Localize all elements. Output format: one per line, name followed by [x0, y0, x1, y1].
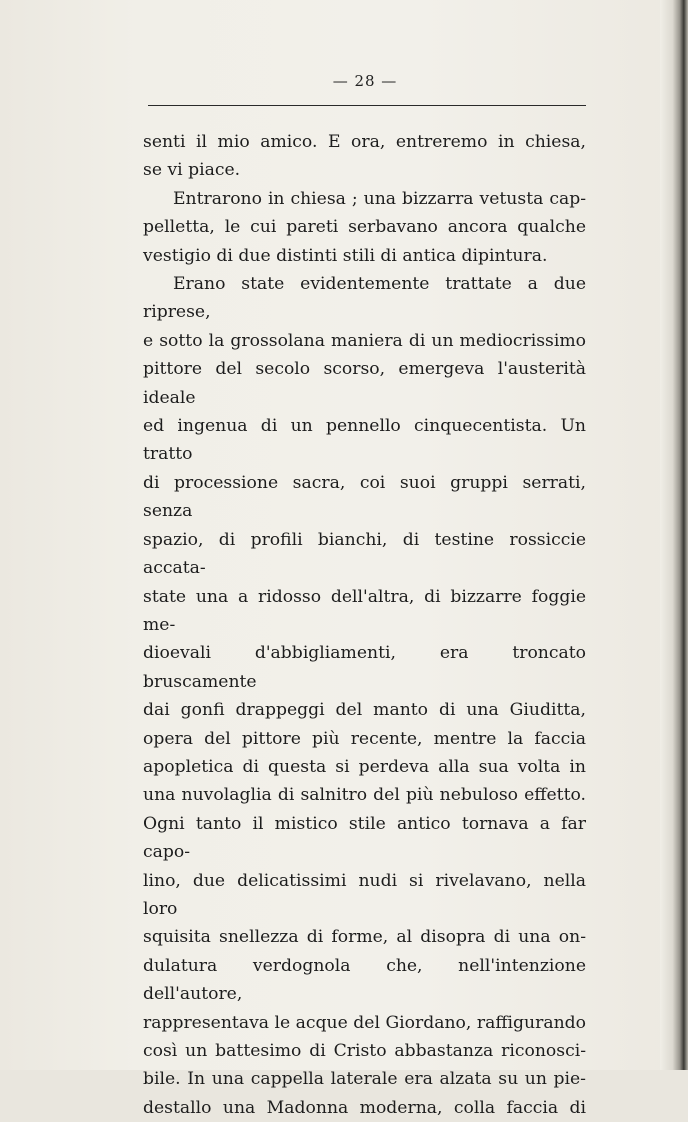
text-line: squisita snellezza di forme, al disopra di una on-	[143, 927, 586, 948]
text-line: ed ingenua di un pennello cinquecentista. Un tratto	[143, 416, 586, 465]
text-line: se vi piace.	[143, 160, 241, 181]
text-line: dioevali d'abbigliamenti, era troncato bruscamente	[143, 643, 586, 692]
text-line: destallo una Madonna moderna, colla faccia di	[143, 1097, 586, 1118]
text-line: state una a ridosso dell'altra, di bizzarre foggie me-	[143, 586, 586, 635]
text-line: così un battesimo di Cristo abbastanza riconosci-	[143, 1041, 586, 1061]
header-rule	[148, 105, 586, 106]
text-line: bile. In una cappella laterale era alzata su un pie-	[143, 1069, 586, 1090]
text-line: opera del pittore più recente, mentre la faccia	[143, 728, 586, 749]
text-line: dulatura verdognola che, nell'intenzione dell'autore,	[143, 955, 586, 1005]
text-line: pelletta, le cui pareti serbavano ancora qualche	[143, 217, 586, 238]
text-line: e sotto la grossolana maniera di un mediocrissimo	[143, 330, 586, 351]
text-line: Entrarono in chiesa ; una bizzarra vetusta cap-	[173, 188, 586, 209]
text-line: spazio, di profili bianchi, di testine rossiccie accata-	[143, 529, 586, 579]
page-edge-shadow	[660, 0, 688, 1070]
text-line: dai gonfi drappeggi del manto di una Giuditta,	[143, 700, 586, 721]
text-line: lino, due delicatissimi nudi si rivelavano, nella loro	[143, 870, 586, 919]
text-line: Erano state evidentemente trattate a due riprese,	[143, 274, 586, 323]
page-number: — 28 —	[332, 72, 398, 90]
text-line: Ogni tanto il mistico stile antico tornava a far capo-	[143, 813, 586, 863]
text-line: una nuvolaglia di salnitro del più nebuloso effetto.	[143, 785, 586, 806]
body-text	[143, 128, 586, 1122]
text-line: apopletica di questa si perdeva alla sua volta in	[143, 756, 586, 777]
text-line: senti il mio amico. E ora, entreremo in chiesa,	[143, 132, 586, 152]
text-line: vestigio di due distinti stili di antica dipintura.	[143, 245, 548, 266]
text-line: di processione sacra, coi suoi gruppi serrati, senza	[143, 472, 586, 522]
text-line: rappresentava le acque del Giordano, raffigurando	[143, 1012, 586, 1033]
text-line: pittore del secolo scorso, emergeva l'austerità ideale	[143, 359, 586, 408]
